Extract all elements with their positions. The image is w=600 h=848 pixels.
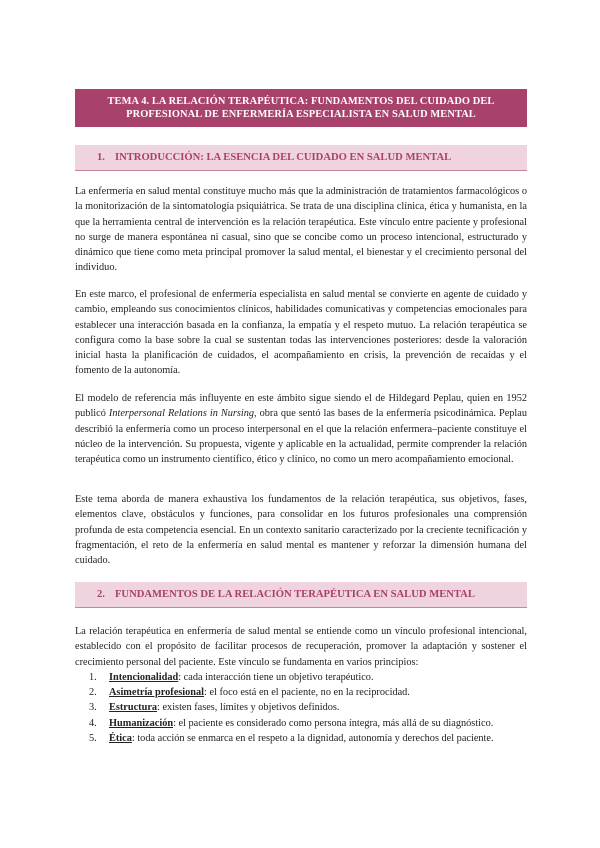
principle-term: Asimetría profesional [109,687,205,699]
document-title-line-2: PROFESIONAL DE ENFERMERÍA ESPECIALISTA EN SALUD MENTAL [126,109,476,120]
principle-number: 1. [89,672,97,683]
principle-text: : el foco está en el paciente, no en la reciprocidad. [204,687,410,699]
principle-term: Estructura [109,702,158,714]
section-1-heading: INTRODUCCIÓN: LA ESENCIA DEL CUIDADO EN SALUD MENTAL [114,152,452,163]
principle-term: Ética [109,732,132,744]
principle-number: 3. [89,702,97,714]
principle-number: 5. [89,732,97,744]
section-1-number: 1. [97,152,105,163]
document-title-line-1: TEMA 4. LA RELACIÓN TERAPÉUTICA: FUNDAMENTOS DEL CUIDADO DEL [107,96,495,107]
principle-item [75,670,527,685]
section-1-header [75,145,527,171]
principle-number: 4. [89,717,97,729]
section-1-paragraph-1: La enfermería en salud mental constituye mucho más que la administración de tratamientos farmacológicos o la monitorización de la sintomatología psiquiátrica. Se trata de una disciplina clínica, ética y humanista, en la que la herramienta central de intervención es la relación terapéutica. Este vínculo entre paciente y profesional no surge de manera espontánea ni casual, sino que se concibe como un proceso intencional, estructurado y dinámico que tiene como meta principal promover la salud mental, el bienestar y el crecimiento personal del individuo. [75,186,527,274]
book-title: Interpersonal Relations in Nursing [108,408,255,420]
document-title-banner [75,89,527,127]
principle-item [75,716,527,731]
section-1-paragraph-3 [75,391,527,467]
principle-text: : el paciente es considerado como persona íntegra, más allá de su diagnóstico. [173,717,494,729]
principle-text: : cada interacción tiene un objetivo terapéutico. [178,672,374,683]
paragraph-3-text-after: , obra que sentó las bases de la enfermería psicodinámica. Peplau describió la enfermería como un proceso interpersonal en el que la relación enfermera–paciente constituye el núcleo de la intervención. Su propuesta, vigente y aplicable en la actualidad, permite comprender la relación terapéutica como un instrumento científico, ético y clínico, no como un mero acompañamiento emocional. [75,408,528,466]
principle-term: Humanización [109,717,174,729]
paragraph-3-text-before: El modelo de referencia más influyente en este ámbito sigue siendo el de Hildegard Peplau, quien en 1952 publicó [75,393,527,420]
principle-item [75,731,527,746]
principles-list [75,670,527,746]
principle-item [75,700,527,715]
section-1-paragraph-2: En este marco, el profesional de enfermería especialista en salud mental se convierte en agente de cuidado y cambio, empleando sus conocimientos clínicos, habilidades comunicativas y competencias emocionales para establecer una interacción basada en la confianza, la empatía y el respeto mutuo. La relación terapéutica se configura como la base sobre la cual se sustentan todas las intervenciones posteriores: desde la valoración inicial hasta la planificación de cuidados, el acompañamiento en crisis, la prevención de recaídas y el fomento de la autonomía. [75,289,527,377]
principle-number: 2. [89,687,97,699]
section-2-intro: La relación terapéutica en enfermería de salud mental se entiende como un vínculo profesional intencional, establecido con el propósito de facilitar procesos de recuperación, promover la adaptación y sostener el crecimiento personal del paciente. Este vínculo se fundamenta en varios principios: [75,626,527,668]
section-2-number: 2. [97,589,105,600]
principle-item [75,685,527,700]
section-1-paragraph-4: Este tema aborda de manera exhaustiva los fundamentos de la relación terapéutica, sus objetivos, fases, elementos clave, obstáculos y funciones, para consolidar en los futuros profesionales una comprensión profunda de esta competencia esencial. En un contexto sanitario caracterizado por la creciente tecnificación y fragmentación, el reto de la enfermería en salud mental es mantener y reforzar la dimensión humana del cuidado. [75,494,527,567]
principle-text: : existen fases, límites y objetivos definidos. [157,702,340,714]
section-2-heading: FUNDAMENTOS DE LA RELACIÓN TERAPÉUTICA EN SALUD MENTAL [114,589,475,600]
section-2-header [75,582,527,608]
principle-term: Intencionalidad [109,672,179,683]
principle-text: : toda acción se enmarca en el respeto a la dignidad, autonomía y derechos del paciente. [131,732,494,744]
